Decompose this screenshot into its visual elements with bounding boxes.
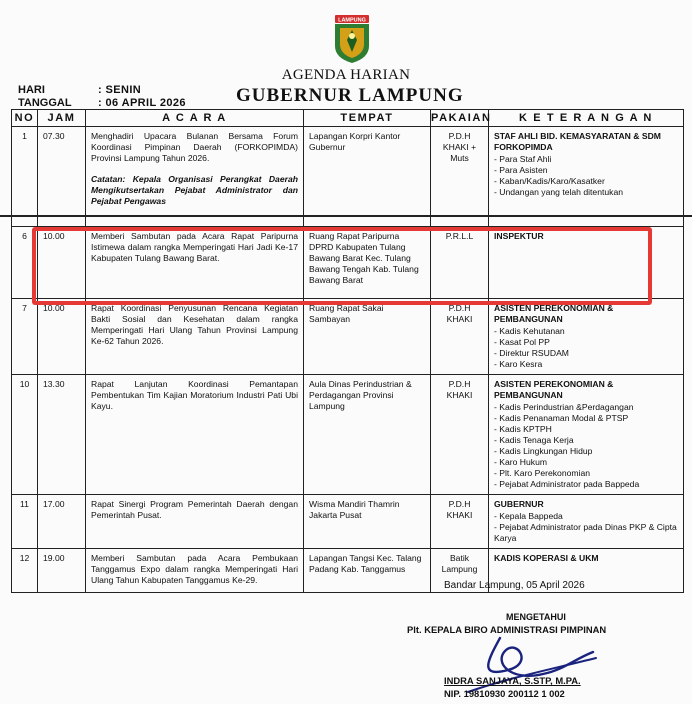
col-pakaian: PAKAIAN: [431, 110, 489, 127]
ket-item: - Undangan yang telah ditentukan: [494, 187, 624, 197]
row-acara: Rapat Lanjutan Koordinasi Pemantapan Pembentukan Tim Kajian Moratorium Industri Pati Ubi Kayu.: [86, 375, 304, 495]
ket-item: - Pejabat Administrator pada Bappeda: [494, 479, 640, 489]
ket-item: - Pejabat Administrator pada Dinas PKP & Cipta Karya: [494, 522, 677, 543]
row-tempat: Ruang Rapat Paripurna DPRD Kabupaten Tulang Bawang Barat Kec. Tulang Bawang Tengah Kab. Tulang Bawang Barat: [304, 227, 431, 299]
row-catatan: Catatan: Kepala Organisasi Perangkat Daerah Mengikutsertakan Pejabat Administrator dan Pejabat Pengawas: [91, 174, 298, 206]
row-jam: 10.00: [38, 227, 86, 299]
hari-label: HARI: [18, 84, 45, 96]
row-acara: Rapat Sinergi Program Pemerintah Daerah dengan Pemerintah Pusat.: [86, 495, 304, 549]
row-tempat: Aula Dinas Perindustrian & Perdagangan Provinsi Lampung: [304, 375, 431, 495]
ket-item: - Kadis Penanaman Modal & PTSP: [494, 413, 629, 423]
row-pakaian: P.D.H KHAKI: [431, 495, 489, 549]
ket-list: [494, 154, 678, 198]
agenda-title: AGENDA HARIAN: [281, 67, 411, 83]
ket-item: - Kadis Tenaga Kerja: [494, 435, 574, 445]
row-keterangan-cell: [489, 495, 684, 549]
ket-item: - Kasat Pol PP: [494, 337, 550, 347]
table-row: [12, 127, 684, 237]
row-keterangan-cell: [489, 375, 684, 495]
mengetahui-label: MENGETAHUI: [506, 612, 566, 622]
row-tempat: Wisma Mandiri Thamrin Jakarta Pusat: [304, 495, 431, 549]
ket-head: GUBERNUR: [494, 499, 544, 509]
row-pakaian: P.D.H KHAKI: [431, 375, 489, 495]
ket-item: - Para Asisten: [494, 165, 548, 175]
ket-item: - Kadis Perindustrian &Perdagangan: [494, 402, 634, 412]
row-jam: 07.30: [38, 127, 86, 237]
table-row: [12, 375, 684, 495]
row-jam: 13.30: [38, 375, 86, 495]
row-no: 7: [12, 299, 38, 375]
ket-item: - Direktur RSUDAM: [494, 348, 569, 358]
col-no: NO: [12, 110, 38, 127]
col-tempat: TEMPAT: [304, 110, 431, 127]
row-tempat: Lapangan Korpri Kantor Gubernur: [304, 127, 431, 237]
row-keterangan-cell: [489, 299, 684, 375]
ket-head: KADIS KOPERASI & UKM: [494, 553, 599, 563]
signer-nip: NIP. 19810930 200112 1 002: [444, 688, 565, 699]
col-jam: JAM: [38, 110, 86, 127]
row-tempat: Lapangan Tangsi Kec. Talang Padang Kab. Tanggamus: [304, 549, 431, 593]
row-tempat: Ruang Rapat Sakai Sambayan: [304, 299, 431, 375]
ket-item: - Kadis Kehutanan: [494, 326, 565, 336]
col-keterangan: K E T E R A N G A N: [489, 110, 684, 127]
row-jam: 10.00: [38, 299, 86, 375]
row-jam: 17.00: [38, 495, 86, 549]
row-pakaian: Batik Lampung: [431, 549, 489, 593]
ket-list: [494, 511, 678, 544]
table-row: [12, 495, 684, 549]
ket-item: - Kadis Lingkungan Hidup: [494, 446, 593, 456]
row-no: 6: [12, 227, 38, 299]
row-keterangan-cell: [489, 127, 684, 237]
ket-list: [494, 402, 678, 490]
place-date: Bandar Lampung, 05 April 2026: [444, 580, 585, 591]
table-row: [12, 299, 684, 375]
ket-item: - Karo Hukum: [494, 457, 548, 467]
ket-item: - Kadis KPTPH: [494, 424, 552, 434]
row-no: 10: [12, 375, 38, 495]
row-pakaian: P.R.L.L: [431, 227, 489, 299]
row-no: 12: [12, 549, 38, 593]
highlight-box: [32, 227, 652, 305]
signer-name: INDRA SANJAYA, S.STP, M.PA.: [444, 675, 581, 686]
governor-title: GUBERNUR LAMPUNG: [236, 85, 464, 106]
row-acara: Memberi Sambutan pada Acara Rapat Paripurna Istimewa dalam rangka Memperingati Hari Jadi Ke-17 Kabupaten Tulang Bawang Barat.: [86, 227, 304, 299]
lampung-emblem-icon: [330, 12, 374, 64]
ket-item: - Plt. Karo Perekonomian: [494, 468, 591, 478]
ket-item: - Kepala Bappeda: [494, 511, 563, 521]
row-acara: Rapat Koordinasi Penyusunan Rencana Kegiatan Bakti Sosial dan Kesehatan dalam rangka Memperingati Hari Ulang Tahun Provinsi Lampung Ke-62 Tahun 2026.: [86, 299, 304, 375]
row-no: 11: [12, 495, 38, 549]
ket-item: - Karo Kesra: [494, 359, 543, 369]
page-tear-line: [0, 215, 692, 217]
ket-head: ASISTEN PEREKONOMIAN & PEMBANGUNAN: [494, 303, 614, 324]
ket-head: ASISTEN PEREKONOMIAN & PEMBANGUNAN: [494, 379, 614, 400]
ket-head: STAF AHLI BID. KEMASYARATAN & SDM FORKOPIMDA: [494, 131, 661, 152]
kepala-biro-label: Plt. KEPALA BIRO ADMINISTRASI PIMPINAN: [407, 624, 607, 635]
ket-head: INSPEKTUR: [494, 231, 544, 241]
hari-value: : SENIN: [98, 84, 142, 96]
date-block: [18, 84, 186, 110]
row-pakaian: P.D.H KHAKI: [431, 299, 489, 375]
row-acara: Memberi Sambutan pada Acara Pembukaan Tanggamus Expo dalam rangka Memperingati Hari Ulang Tahun Kabupaten Tanggamus Ke-29.: [86, 549, 304, 593]
row-no: 1: [12, 127, 38, 237]
logo-text: LAMPUNG: [338, 17, 366, 24]
agenda-table-top: [11, 109, 684, 237]
ket-list: [494, 326, 678, 370]
ket-item: - Para Staf Ahli: [494, 154, 552, 164]
tanggal-label: TANGGAL: [18, 97, 72, 109]
ket-item: - Kaban/Kadis/Karo/Kasatker: [494, 176, 605, 186]
tanggal-value: : 06 APRIL 2026: [98, 97, 186, 109]
row-pakaian: P.D.H KHAKI + Muts: [431, 127, 489, 237]
row-acara: Menghadiri Upacara Bulanan Bersama Forum Koordinasi Pimpinan Daerah (FORKOPIMDA) Provinsi Lampung Tahun 2026.: [91, 131, 298, 163]
row-acara-cell: [86, 127, 304, 237]
row-jam: 19.00: [38, 549, 86, 593]
table-header-row: [12, 110, 684, 127]
col-acara: A C A R A: [86, 110, 304, 127]
